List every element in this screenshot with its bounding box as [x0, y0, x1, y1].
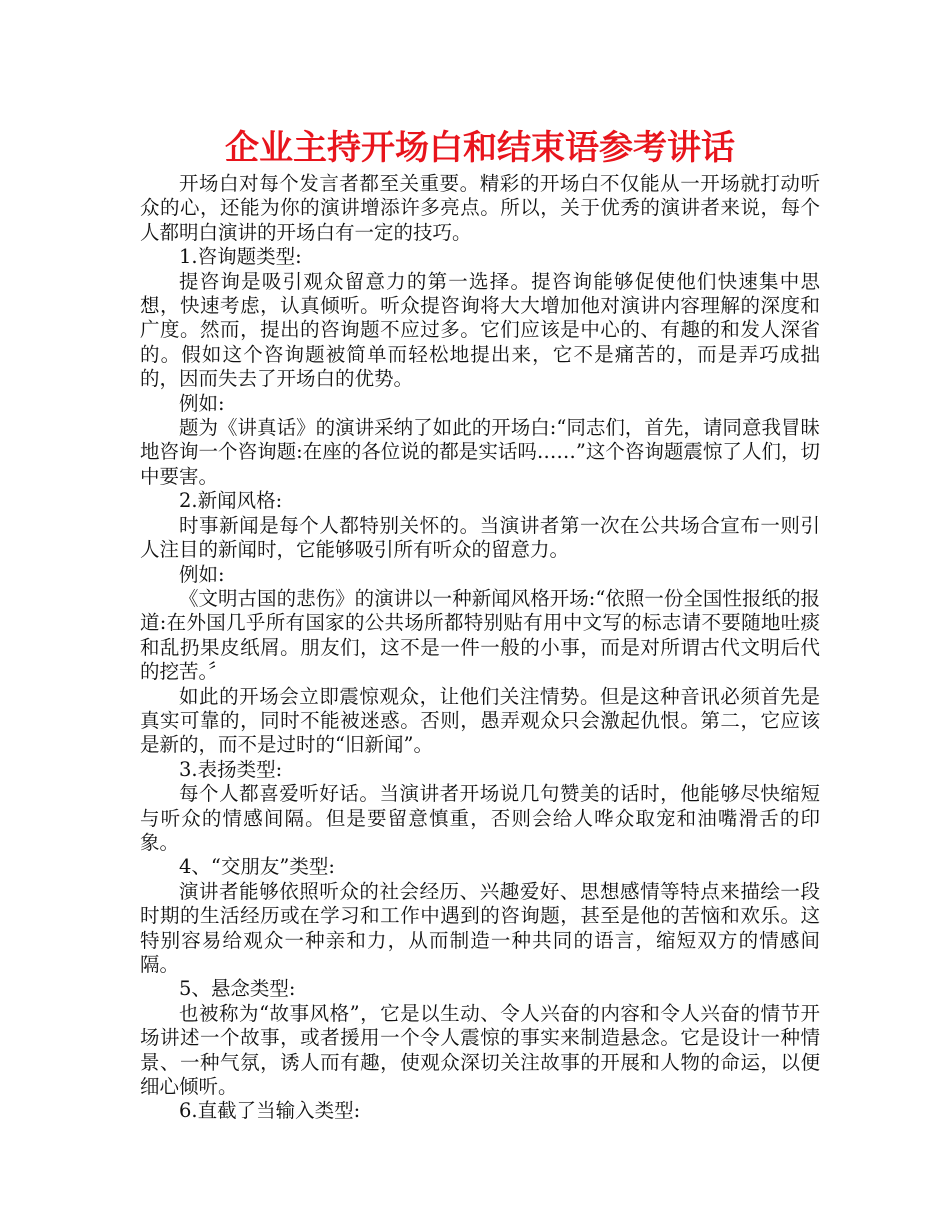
paragraph-news-style: 时事新闻是每个人都特别关怀的。当演讲者第一次在公共场合宣布一则引人注目的新闻时，它能够吸引所有听众的留意力。 — [140, 513, 820, 562]
paragraph-praise-type: 每个人都喜爱听好话。当演讲者开场说几句赞美的话时，他能够尽快缩短与听众的情感间隔。但是要留意慎重，否则会给人哗众取宠和油嘴滑舌的印象。 — [140, 782, 820, 854]
section-heading-5: 5、悬念类型: — [179, 977, 296, 1001]
paragraph-question-type: 提咨询是吸引观众留意力的第一选择。提咨询能够促使他们快速集中思想，快速考虑，认真倾听。听众提咨询将大大增加他对演讲内容理解的深度和广度。然而，提出的咨询题不应过多。它们应该是中心的、有趣的和发人深省的。假如这个咨询题被简单而轻松地提出来，它不是痛苦的，而是弄巧成拙的，因而失去了开场白的优势。 — [140, 269, 820, 391]
example-label-2: 例如: — [179, 562, 225, 586]
section-heading-1: 1.咨询题类型: — [179, 245, 302, 269]
section-heading-4: 4、“交朋友”类型: — [179, 855, 335, 879]
paragraph-example-2: 《文明古国的悲伤》的演讲以一种新闻风格开场:“依照一份全国性报纸的报道:在外国几乎所有国家的公共场所都特别贴有用中文写的标志请不要随地吐痰和乱扔果皮纸屑。朋友们，这不是一件一般的小事，而是对所谓古代文明后代的挖苦。〞 — [140, 586, 820, 684]
document-page — [140, 118, 820, 1124]
section-heading-6: 6.直截了当输入类型: — [179, 1099, 361, 1123]
document-title: 企业主持开场白和结束语参考讲话 — [225, 128, 735, 168]
paragraph-example-1: 题为《讲真话》的演讲采纳了如此的开场白:“同志们，首先，请同意我冒昧地咨询一个咨询题:在座的各位说的都是实话吗……”这个咨询题震惊了人们，切中要害。 — [140, 416, 820, 488]
paragraph-intro: 开场白对每个发言者都至关重要。精彩的开场白不仅能从一开场就打动听众的心，还能为你的演讲增添许多亮点。所以，关于优秀的演讲者来说，每个人都明白演讲的开场白有一定的技巧。 — [140, 172, 820, 244]
section-heading-3: 3.表扬类型: — [179, 757, 283, 781]
example-label-1: 例如: — [179, 391, 225, 415]
section-heading-2: 2.新闻风格: — [179, 489, 283, 513]
paragraph-friend-type: 演讲者能够依照听众的社会经历、兴趣爱好、思想感情等特点来描绘一段时期的生活经历或在学习和工作中遇到的咨询题，甚至是他的苦恼和欢乐。这特别容易给观众一种亲和力，从而制造一种共同的语言，缩短双方的情感间隔。 — [140, 879, 820, 976]
paragraph-news-note: 如此的开场会立即震惊观众，让他们关注情势。但是这种音讯必须首先是真实可靠的，同时不能被迷惑。否则，愚弄观众只会激起仇恨。第二，它应该是新的，而不是过时的“旧新闻”。 — [140, 684, 820, 757]
paragraph-suspense-type: 也被称为“故事风格”，它是以生动、令人兴奋的内容和令人兴奋的情节开场讲述一个故事，或者援用一个令人震惊的事实来制造悬念。它是设计一种情景、一种气氛，诱人而有趣，使观众深切关注故事的开展和人物的命运，以便细心倾听。 — [140, 1001, 820, 1099]
